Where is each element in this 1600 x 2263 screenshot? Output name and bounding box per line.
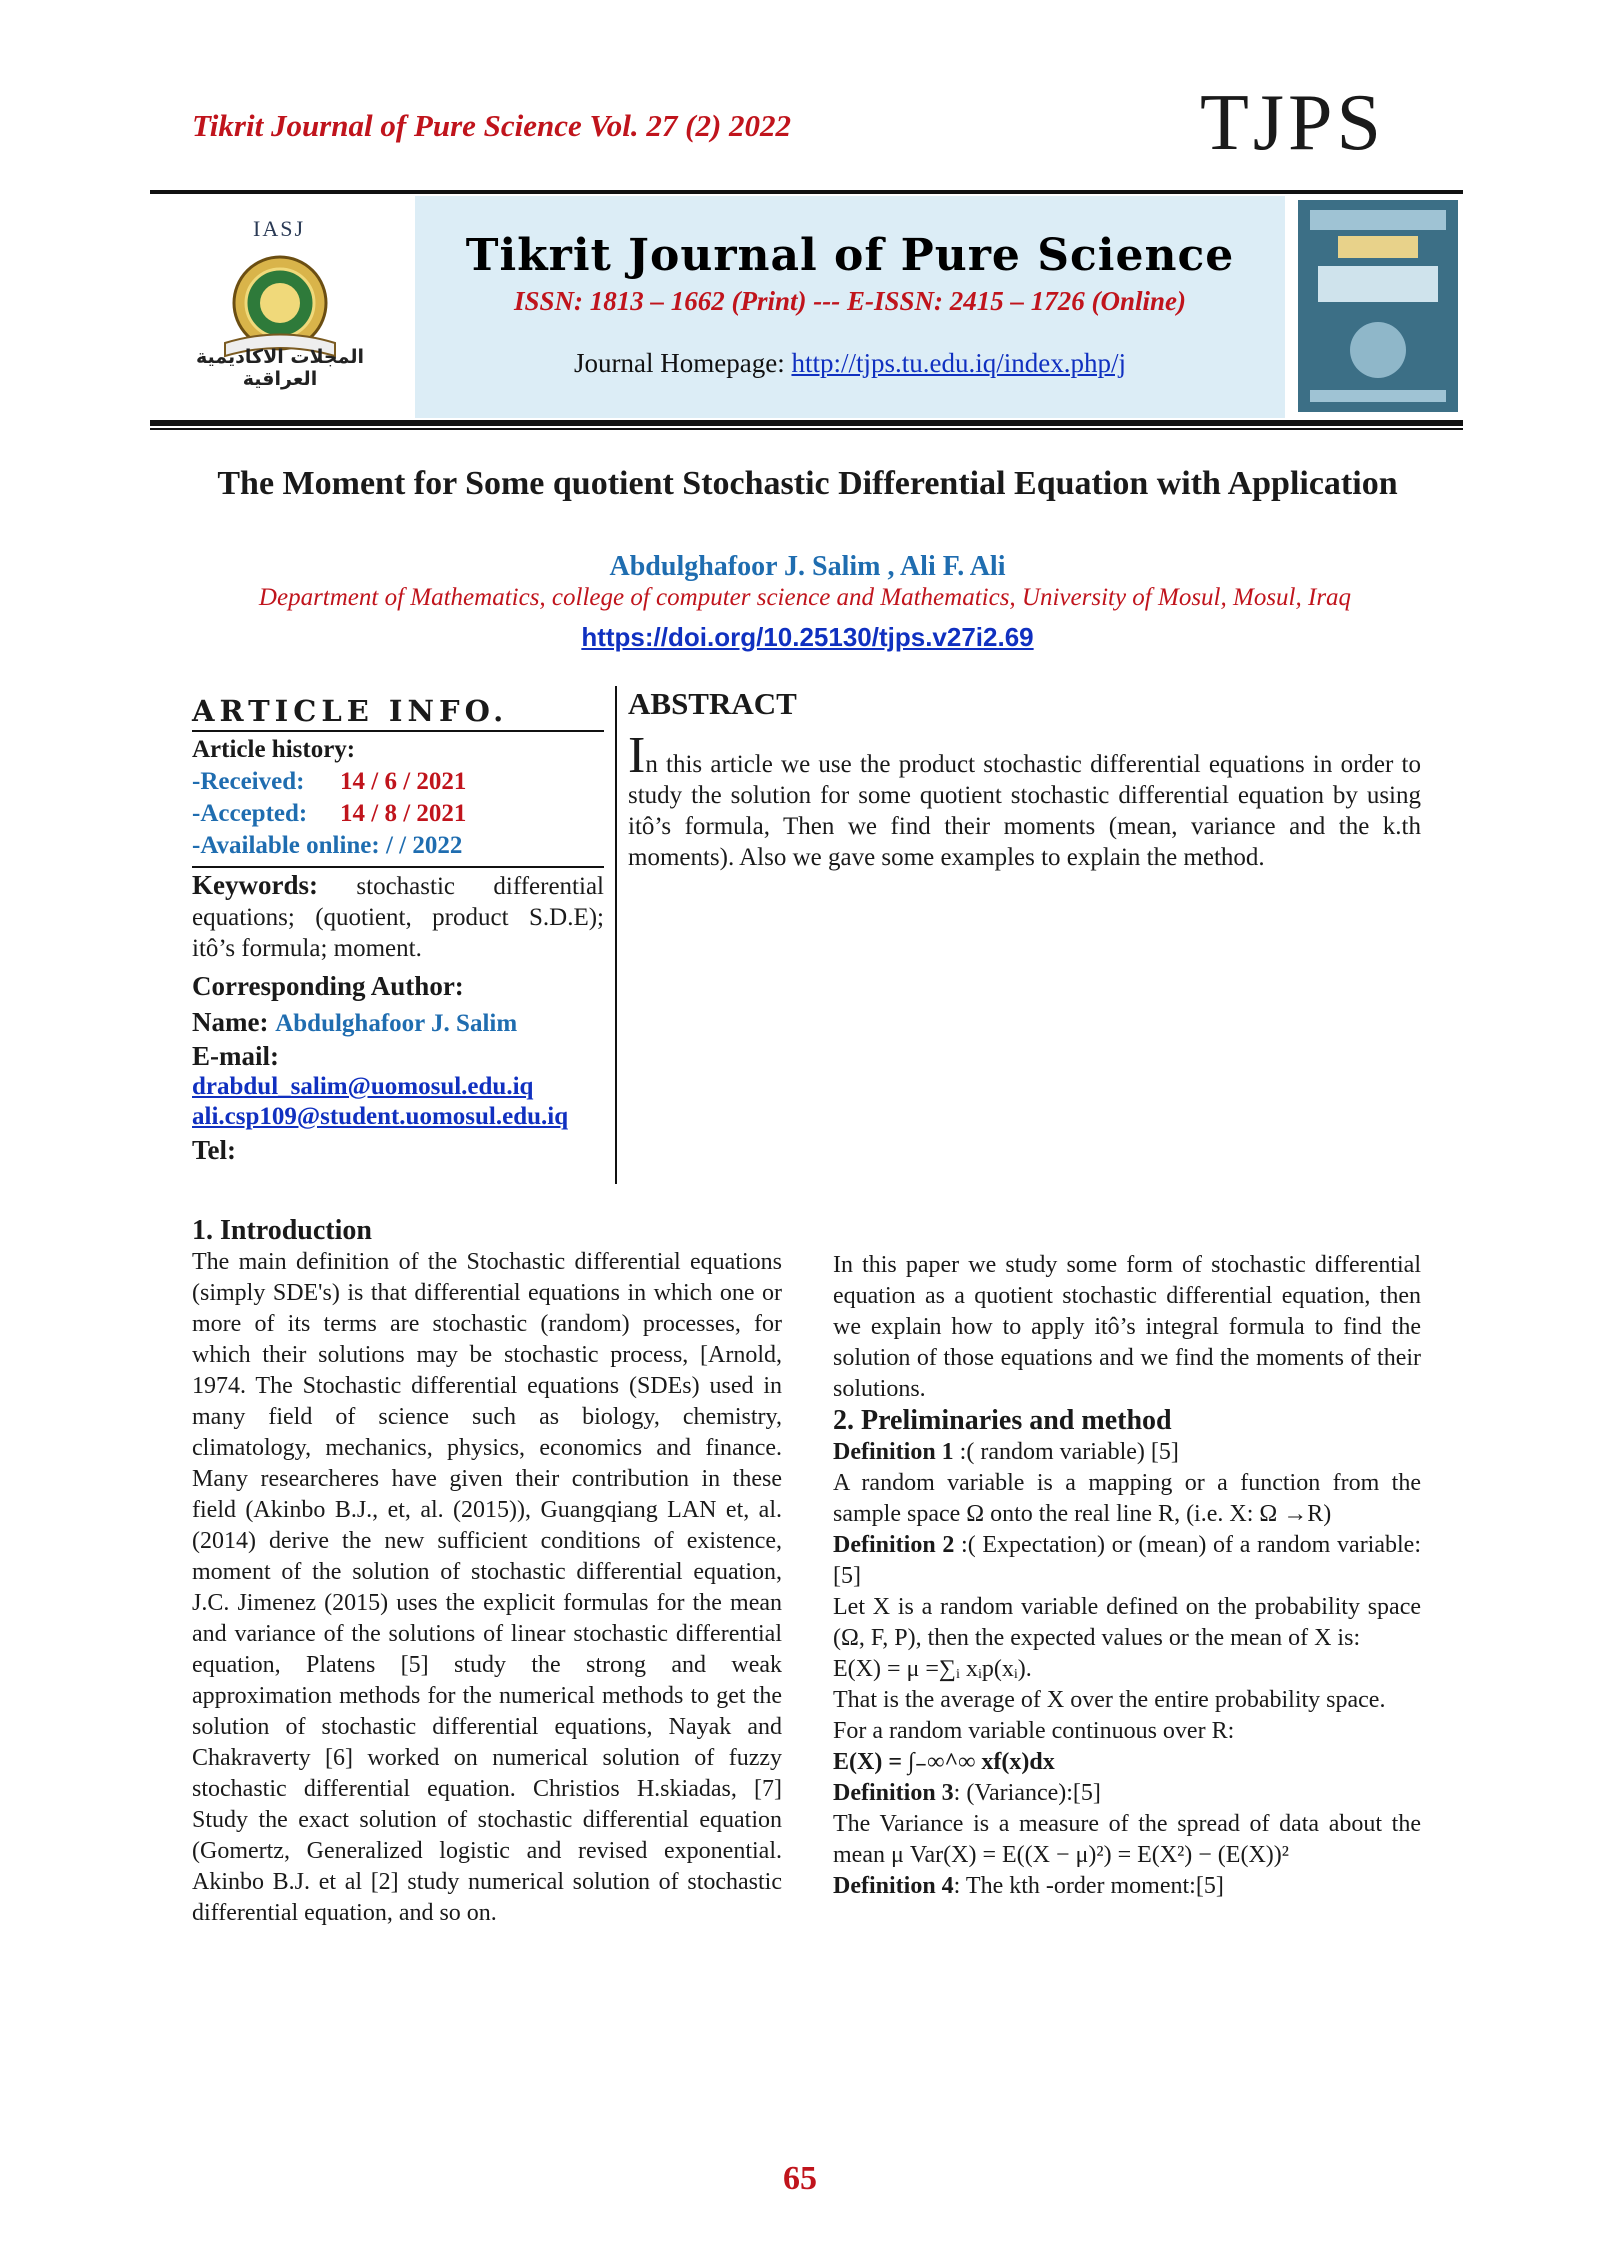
issn-line: ISSN: 1813 – 1662 (Print) --- E-ISSN: 2415 – 1726 (Online) [513,286,1187,316]
journal-brand: TJPS [1200,79,1385,167]
cover-panel [1290,196,1463,418]
journal-banner [150,196,1463,418]
definition-1-label: Definition 1 [833,1439,954,1465]
definition-2-text: Let X is a random variable defined on the probability space (Ω, F, P), then the expected values or the mean of X is: [833,1594,1421,1651]
article-affiliation: Department of Mathematics, college of computer science and Mathematics, University of Mosul, Mosul, Iraq [258,584,1352,611]
iasj-logo-panel [150,196,412,418]
page-number: 65 [783,2160,817,2197]
definition-1-title: :( random variable) [5] [953,1439,1179,1465]
definition-2-continuous: For a random variable continuous over R: [833,1718,1235,1744]
online-row [192,830,612,862]
definition-1-text: A random variable is a mapping or a function from the sample space Ω onto the real line R, (i.e. X: Ω →R) [833,1470,1421,1527]
name-value: Abdulghafoor J. Salim [275,1010,518,1037]
introduction-column [192,1215,782,1929]
definition-3-label: Definition 3 [833,1780,954,1806]
keywords-label: Keywords: [192,870,318,900]
definition-3-text: The Variance is a measure of the spread of data about the mean μ Var(X) = E((X − μ)²) = E(X²) − (E(X))² [833,1811,1421,1868]
definition-2-heading [833,1530,1421,1592]
abstract-text: n this article we use the product stochastic differential equations in order to study the solution for some quotient stochastic differential equation by using itô’s formula, Then we find their moments (mean, variance and the k.th moments). Also we gave some examples to explain the method. [628,751,1421,871]
introduction-continued: In this paper we study some form of stochastic differential equation as a quotient stochastic differential equation, then we explain how to apply itô’s integral formula to find the solution of those equations and we find the moments of their solutions. [833,1252,1421,1402]
abstract-body [628,727,1421,873]
arabic-label: المجلات الاكاديمية العراقية [196,346,364,390]
journal-title: Tikrit Journal of Pure Science [465,230,1235,281]
mean-formula: E(X) = μ =∑ᵢ xᵢp(xᵢ). [833,1656,1032,1682]
right-column [833,1250,1421,1902]
accepted-value: 14 / 8 / 2021 [340,800,467,827]
definition-3-heading [833,1778,1421,1809]
online-value: / / 2022 [379,832,463,859]
corresponding-block [192,970,612,1166]
email-link-1[interactable]: drabdul_salim@uomosul.edu.iq [192,1073,534,1100]
banner-center [415,196,1285,418]
keywords-text: stochastic differential equations; (quotient, product S.D.E); itô’s formula; moment. [192,873,604,962]
iasj-label: IASJ [253,216,306,241]
homepage-line [415,348,1285,379]
definition-4-label: Definition 4 [833,1873,954,1899]
article-info-rule [192,730,604,732]
received-label: -Received: [192,768,305,795]
article-info-heading: ARTICLE INFO. [192,694,509,728]
abstract-dropcap: I [628,727,646,784]
continuous-mean-formula: E(X) = ∫₋∞^∞ xf(x)dx [833,1749,1055,1775]
received-row [192,766,612,798]
online-label: -Available online: [192,832,380,859]
tel-label: Tel: [192,1135,237,1165]
banner-rule [150,420,1463,426]
doi-link[interactable]: https://doi.org/10.25130/tjps.v27i2.69 [581,622,1034,652]
preliminaries-heading: 2. Preliminaries and method [833,1405,1172,1436]
definition-1-heading [833,1437,1421,1468]
top-rule [150,190,1463,194]
article-authors: Abdulghafoor J. Salim , Ali F. Ali [609,551,1006,582]
history-rule [192,866,604,868]
corresponding-label: Corresponding Author: [192,971,464,1001]
article-history [192,734,612,862]
received-value: 14 / 6 / 2021 [340,768,467,795]
accepted-row [192,798,612,830]
article-title: The Moment for Some quotient Stochastic Differential Equation with Application [217,465,1398,502]
definition-2-average: That is the average of X over the entire probability space. [833,1687,1386,1713]
article-doi[interactable] [200,622,1415,653]
definition-4-heading [833,1871,1421,1902]
history-label: Article history: [192,736,356,763]
definition-2-title: :( Expectation) or (mean) of a random variable:[5] [833,1532,1421,1589]
journal-cover-icon [1298,200,1458,412]
definition-2-label: Definition 2 [833,1532,955,1558]
definition-4-title: : The kth -order moment:[5] [953,1873,1224,1899]
name-label: Name: [192,1007,276,1037]
introduction-heading: 1. Introduction [192,1215,372,1246]
accepted-label: -Accepted: [192,800,308,827]
keywords [192,870,604,964]
email-link-2[interactable]: ali.csp109@student.uomosul.edu.iq [192,1103,569,1130]
introduction-text: The main definition of the Stochastic differential equations (simply SDE's) is that differential equations in which one or more of its terms are stochastic (random) processes, for which their solutions may be stochastic process, [Arnold, 1974. The Stochastic differential equations (SDEs) used in many field of science such as biology, chemistry, climatology, mechanics, physics, economics and finance. Many researcheres have given their contribution in these field (Akinbo B.J., et, al. (2015)), Guangqiang LAN et, al. (2014) derive the new sufficient conditions of existence, moment of the solution of stochastic differential equation, J.C. Jimenez (2015) uses the explicit formulas for the mean and variance of the solutions of linear stochastic differential equation, Platens [5] study the strong and weak approximation methods for the numerical methods to get the solution of stochastic differential equations, Nayak and Chakraverty [6] worked on numerical solution of fuzzy stochastic differential equation. Christios H.skiadas, [7] Study the exact solution of stochastic differential equation (Gomertz, Generalized logistic and revised exponential. Akinbo B.J. et al [2] study numerical solution of stochastic differential equation, and so on. [192,1249,782,1926]
email-label: E-mail: [192,1041,279,1071]
running-head: Tikrit Journal of Pure Science Vol. 27 (2) 2022 [192,108,792,143]
homepage-link[interactable]: http://tjps.tu.edu.iq/index.php/j [791,348,1126,378]
homepage-label: Journal Homepage: [574,348,792,378]
author-name-row [192,1006,612,1040]
definition-3-title: : (Variance):[5] [953,1780,1101,1806]
banner-rule-thin [150,428,1463,430]
abstract-heading: ABSTRACT [628,686,797,721]
column-divider [615,686,617,1184]
